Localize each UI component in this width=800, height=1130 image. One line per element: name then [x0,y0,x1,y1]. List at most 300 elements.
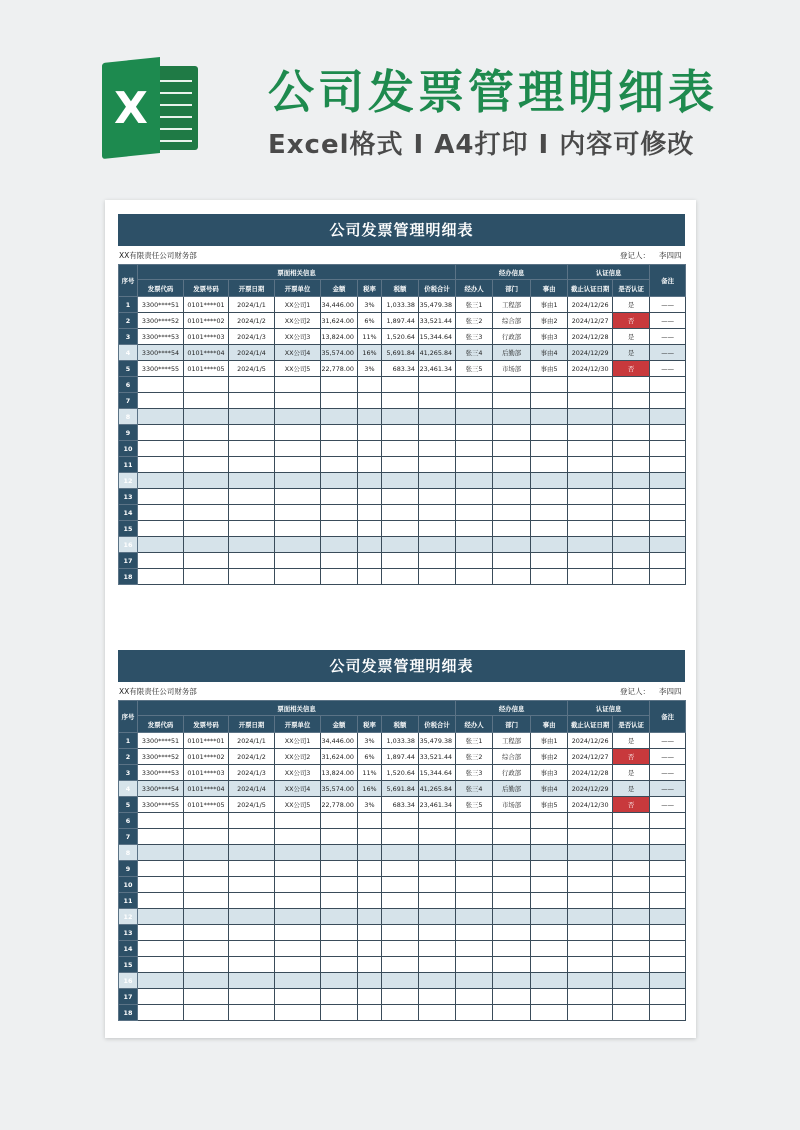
cell-unit[interactable] [275,845,321,861]
cell-person[interactable]: 张三4 [456,345,493,361]
cell-unit[interactable] [275,877,321,893]
cell-deadline[interactable] [568,909,613,925]
cell-auth[interactable] [613,457,650,473]
cell-reason[interactable] [531,425,568,441]
row-seq-cell[interactable]: 7 [119,829,138,845]
cell-tax[interactable] [382,925,419,941]
cell-date[interactable] [229,1005,275,1021]
cell-total[interactable] [419,925,456,941]
cell-auth[interactable] [613,813,650,829]
cell-unit[interactable] [275,409,321,425]
cell-person[interactable] [456,521,493,537]
cell-remark[interactable]: —— [650,345,686,361]
row-seq-cell[interactable]: 4 [119,781,138,797]
cell-rate[interactable] [358,393,382,409]
cell-amount[interactable] [321,409,358,425]
cell-deadline[interactable] [568,377,613,393]
cell-number[interactable]: 0101****04 [184,345,229,361]
cell-reason[interactable] [531,941,568,957]
cell-person[interactable]: 张三1 [456,297,493,313]
cell-date[interactable]: 2024/1/1 [229,733,275,749]
cell-tax[interactable]: 1,520.64 [382,765,419,781]
cell-reason[interactable]: 事由2 [531,749,568,765]
cell-reason[interactable]: 事由4 [531,781,568,797]
cell-tax[interactable] [382,457,419,473]
cell-person[interactable] [456,425,493,441]
cell-unit[interactable]: XX公司4 [275,781,321,797]
cell-number[interactable] [184,861,229,877]
cell-amount[interactable]: 34,446.00 [321,733,358,749]
cell-dept[interactable] [493,425,531,441]
cell-reason[interactable] [531,441,568,457]
cell-deadline[interactable]: 2024/12/27 [568,313,613,329]
cell-code[interactable]: 3300****51 [138,733,184,749]
cell-auth[interactable] [613,957,650,973]
cell-reason[interactable] [531,845,568,861]
cell-reason[interactable] [531,909,568,925]
cell-date[interactable] [229,941,275,957]
cell-person[interactable] [456,489,493,505]
cell-unit[interactable]: XX公司4 [275,345,321,361]
cell-person[interactable] [456,829,493,845]
cell-auth[interactable] [613,861,650,877]
cell-code[interactable] [138,537,184,553]
cell-deadline[interactable] [568,989,613,1005]
cell-auth[interactable]: 是 [613,733,650,749]
cell-total[interactable]: 33,521.44 [419,313,456,329]
cell-amount[interactable]: 35,574.00 [321,781,358,797]
cell-reason[interactable] [531,521,568,537]
cell-total[interactable] [419,973,456,989]
cell-person[interactable] [456,909,493,925]
cell-amount[interactable] [321,845,358,861]
cell-code[interactable] [138,489,184,505]
cell-dept[interactable]: 后勤部 [493,345,531,361]
cell-amount[interactable] [321,521,358,537]
cell-tax[interactable] [382,521,419,537]
cell-date[interactable] [229,861,275,877]
cell-dept[interactable] [493,537,531,553]
cell-number[interactable] [184,553,229,569]
cell-tax[interactable] [382,973,419,989]
cell-amount[interactable] [321,861,358,877]
cell-deadline[interactable] [568,861,613,877]
cell-reason[interactable]: 事由2 [531,313,568,329]
cell-remark[interactable] [650,845,686,861]
cell-total[interactable]: 41,265.84 [419,781,456,797]
cell-auth[interactable] [613,941,650,957]
cell-remark[interactable] [650,409,686,425]
cell-total[interactable]: 35,479.38 [419,297,456,313]
cell-code[interactable] [138,553,184,569]
cell-code[interactable] [138,441,184,457]
cell-deadline[interactable] [568,425,613,441]
cell-rate[interactable] [358,377,382,393]
cell-date[interactable] [229,553,275,569]
cell-person[interactable] [456,505,493,521]
cell-deadline[interactable] [568,813,613,829]
row-seq-cell[interactable]: 5 [119,797,138,813]
cell-date[interactable]: 2024/1/3 [229,765,275,781]
cell-dept[interactable]: 综合部 [493,749,531,765]
cell-code[interactable] [138,377,184,393]
cell-rate[interactable]: 6% [358,749,382,765]
cell-date[interactable]: 2024/1/3 [229,329,275,345]
cell-code[interactable] [138,1005,184,1021]
cell-auth[interactable]: 是 [613,297,650,313]
cell-deadline[interactable]: 2024/12/27 [568,749,613,765]
cell-amount[interactable] [321,473,358,489]
row-seq-cell[interactable]: 6 [119,377,138,393]
cell-unit[interactable] [275,973,321,989]
cell-code[interactable] [138,877,184,893]
cell-dept[interactable] [493,813,531,829]
cell-tax[interactable] [382,829,419,845]
cell-auth[interactable] [613,409,650,425]
cell-date[interactable] [229,425,275,441]
cell-total[interactable] [419,845,456,861]
cell-number[interactable] [184,813,229,829]
cell-reason[interactable] [531,973,568,989]
cell-dept[interactable] [493,409,531,425]
cell-number[interactable]: 0101****03 [184,765,229,781]
cell-reason[interactable] [531,925,568,941]
cell-remark[interactable] [650,473,686,489]
cell-dept[interactable] [493,877,531,893]
cell-reason[interactable] [531,457,568,473]
cell-date[interactable]: 2024/1/1 [229,297,275,313]
cell-remark[interactable] [650,877,686,893]
cell-auth[interactable] [613,925,650,941]
cell-auth[interactable] [613,393,650,409]
cell-reason[interactable] [531,877,568,893]
cell-rate[interactable]: 3% [358,297,382,313]
row-seq-cell[interactable]: 6 [119,813,138,829]
cell-total[interactable] [419,957,456,973]
cell-tax[interactable] [382,813,419,829]
cell-rate[interactable] [358,813,382,829]
cell-deadline[interactable] [568,957,613,973]
cell-total[interactable] [419,409,456,425]
cell-dept[interactable] [493,521,531,537]
cell-auth[interactable] [613,1005,650,1021]
cell-person[interactable] [456,569,493,585]
cell-unit[interactable]: XX公司5 [275,361,321,377]
cell-date[interactable] [229,377,275,393]
cell-total[interactable] [419,505,456,521]
cell-date[interactable] [229,877,275,893]
cell-remark[interactable] [650,973,686,989]
cell-tax[interactable] [382,441,419,457]
cell-auth[interactable]: 是 [613,329,650,345]
cell-amount[interactable] [321,973,358,989]
cell-person[interactable] [456,409,493,425]
cell-deadline[interactable] [568,457,613,473]
cell-amount[interactable] [321,569,358,585]
cell-person[interactable]: 张三2 [456,749,493,765]
cell-dept[interactable] [493,845,531,861]
cell-deadline[interactable] [568,409,613,425]
cell-deadline[interactable]: 2024/12/30 [568,361,613,377]
cell-reason[interactable]: 事由4 [531,345,568,361]
cell-auth[interactable]: 是 [613,781,650,797]
cell-remark[interactable]: —— [650,297,686,313]
cell-date[interactable]: 2024/1/5 [229,797,275,813]
cell-unit[interactable]: XX公司3 [275,329,321,345]
cell-rate[interactable] [358,909,382,925]
cell-date[interactable] [229,393,275,409]
cell-tax[interactable] [382,553,419,569]
cell-number[interactable] [184,877,229,893]
cell-remark[interactable] [650,989,686,1005]
cell-tax[interactable] [382,845,419,861]
cell-code[interactable]: 3300****53 [138,329,184,345]
cell-date[interactable] [229,813,275,829]
cell-tax[interactable] [382,425,419,441]
cell-rate[interactable] [358,521,382,537]
cell-code[interactable] [138,957,184,973]
cell-remark[interactable] [650,957,686,973]
cell-tax[interactable] [382,893,419,909]
cell-code[interactable] [138,845,184,861]
row-seq-cell[interactable]: 12 [119,909,138,925]
cell-auth[interactable] [613,425,650,441]
row-seq-cell[interactable]: 16 [119,973,138,989]
cell-rate[interactable]: 11% [358,765,382,781]
cell-rate[interactable] [358,505,382,521]
cell-rate[interactable]: 11% [358,329,382,345]
cell-tax[interactable]: 1,897.44 [382,749,419,765]
cell-unit[interactable] [275,925,321,941]
cell-person[interactable] [456,989,493,1005]
cell-person[interactable] [456,473,493,489]
cell-unit[interactable]: XX公司2 [275,313,321,329]
cell-rate[interactable] [358,973,382,989]
cell-deadline[interactable]: 2024/12/30 [568,797,613,813]
cell-code[interactable]: 3300****55 [138,797,184,813]
row-seq-cell[interactable]: 18 [119,1005,138,1021]
cell-tax[interactable] [382,505,419,521]
cell-number[interactable] [184,537,229,553]
cell-number[interactable] [184,845,229,861]
cell-number[interactable] [184,441,229,457]
cell-date[interactable]: 2024/1/4 [229,781,275,797]
cell-unit[interactable]: XX公司5 [275,797,321,813]
cell-date[interactable]: 2024/1/5 [229,361,275,377]
cell-remark[interactable]: —— [650,749,686,765]
cell-date[interactable] [229,893,275,909]
cell-reason[interactable]: 事由1 [531,733,568,749]
cell-total[interactable] [419,553,456,569]
cell-reason[interactable] [531,409,568,425]
cell-reason[interactable] [531,829,568,845]
row-seq-cell[interactable]: 16 [119,537,138,553]
cell-person[interactable] [456,377,493,393]
row-seq-cell[interactable]: 9 [119,861,138,877]
cell-amount[interactable]: 13,824.00 [321,329,358,345]
cell-deadline[interactable] [568,505,613,521]
cell-tax[interactable]: 683.34 [382,797,419,813]
cell-amount[interactable] [321,489,358,505]
cell-number[interactable] [184,957,229,973]
cell-code[interactable] [138,393,184,409]
cell-deadline[interactable] [568,941,613,957]
cell-auth[interactable] [613,877,650,893]
cell-dept[interactable] [493,973,531,989]
cell-total[interactable] [419,861,456,877]
cell-unit[interactable] [275,425,321,441]
cell-unit[interactable] [275,989,321,1005]
cell-remark[interactable] [650,377,686,393]
row-seq-cell[interactable]: 8 [119,409,138,425]
cell-total[interactable]: 23,461.34 [419,797,456,813]
cell-deadline[interactable] [568,441,613,457]
cell-amount[interactable] [321,393,358,409]
cell-total[interactable]: 35,479.38 [419,733,456,749]
row-seq-cell[interactable]: 3 [119,765,138,781]
cell-number[interactable]: 0101****01 [184,297,229,313]
cell-deadline[interactable] [568,521,613,537]
cell-remark[interactable] [650,941,686,957]
cell-code[interactable] [138,861,184,877]
cell-amount[interactable] [321,425,358,441]
cell-reason[interactable]: 事由5 [531,361,568,377]
cell-remark[interactable] [650,521,686,537]
cell-amount[interactable]: 31,624.00 [321,313,358,329]
cell-tax[interactable] [382,861,419,877]
cell-number[interactable] [184,989,229,1005]
cell-code[interactable]: 3300****51 [138,297,184,313]
cell-auth[interactable]: 否 [613,797,650,813]
cell-auth[interactable]: 是 [613,765,650,781]
cell-reason[interactable] [531,893,568,909]
cell-total[interactable]: 41,265.84 [419,345,456,361]
cell-remark[interactable] [650,489,686,505]
cell-person[interactable]: 张三3 [456,765,493,781]
cell-remark[interactable]: —— [650,329,686,345]
cell-tax[interactable] [382,957,419,973]
cell-remark[interactable] [650,393,686,409]
cell-total[interactable] [419,441,456,457]
cell-amount[interactable] [321,457,358,473]
row-seq-cell[interactable]: 11 [119,457,138,473]
cell-auth[interactable] [613,893,650,909]
cell-dept[interactable] [493,553,531,569]
cell-amount[interactable]: 35,574.00 [321,345,358,361]
cell-person[interactable] [456,941,493,957]
cell-person[interactable] [456,877,493,893]
cell-unit[interactable] [275,377,321,393]
cell-code[interactable] [138,973,184,989]
cell-deadline[interactable]: 2024/12/29 [568,781,613,797]
cell-deadline[interactable]: 2024/12/29 [568,345,613,361]
cell-amount[interactable]: 34,446.00 [321,297,358,313]
cell-number[interactable] [184,829,229,845]
cell-total[interactable] [419,377,456,393]
cell-code[interactable] [138,813,184,829]
cell-code[interactable] [138,473,184,489]
cell-date[interactable] [229,829,275,845]
cell-number[interactable]: 0101****04 [184,781,229,797]
cell-total[interactable] [419,989,456,1005]
cell-remark[interactable] [650,425,686,441]
cell-deadline[interactable] [568,473,613,489]
cell-tax[interactable] [382,877,419,893]
cell-date[interactable] [229,505,275,521]
cell-amount[interactable] [321,989,358,1005]
cell-date[interactable] [229,521,275,537]
cell-remark[interactable] [650,893,686,909]
cell-deadline[interactable]: 2024/12/28 [568,765,613,781]
cell-remark[interactable] [650,457,686,473]
cell-number[interactable] [184,457,229,473]
cell-total[interactable] [419,393,456,409]
cell-amount[interactable] [321,925,358,941]
cell-rate[interactable]: 3% [358,733,382,749]
cell-number[interactable] [184,909,229,925]
cell-rate[interactable]: 6% [358,313,382,329]
row-seq-cell[interactable]: 14 [119,941,138,957]
cell-deadline[interactable] [568,489,613,505]
cell-unit[interactable] [275,1005,321,1021]
row-seq-cell[interactable]: 2 [119,313,138,329]
cell-person[interactable]: 张三1 [456,733,493,749]
cell-code[interactable] [138,569,184,585]
cell-number[interactable] [184,569,229,585]
cell-total[interactable] [419,941,456,957]
row-seq-cell[interactable]: 17 [119,989,138,1005]
cell-date[interactable] [229,473,275,489]
cell-deadline[interactable] [568,569,613,585]
cell-deadline[interactable]: 2024/12/26 [568,733,613,749]
cell-unit[interactable] [275,489,321,505]
cell-person[interactable] [456,553,493,569]
cell-auth[interactable] [613,829,650,845]
cell-total[interactable] [419,473,456,489]
row-seq-cell[interactable]: 13 [119,489,138,505]
cell-number[interactable] [184,1005,229,1021]
cell-reason[interactable] [531,813,568,829]
cell-auth[interactable]: 否 [613,361,650,377]
cell-remark[interactable]: —— [650,361,686,377]
cell-code[interactable]: 3300****54 [138,781,184,797]
cell-remark[interactable] [650,441,686,457]
cell-rate[interactable] [358,569,382,585]
cell-number[interactable]: 0101****05 [184,797,229,813]
row-seq-cell[interactable]: 10 [119,877,138,893]
cell-person[interactable] [456,393,493,409]
cell-auth[interactable] [613,537,650,553]
cell-code[interactable] [138,521,184,537]
cell-unit[interactable] [275,393,321,409]
row-seq-cell[interactable]: 9 [119,425,138,441]
cell-reason[interactable]: 事由5 [531,797,568,813]
cell-tax[interactable] [382,909,419,925]
cell-dept[interactable]: 市场部 [493,361,531,377]
cell-person[interactable] [456,537,493,553]
cell-remark[interactable] [650,861,686,877]
cell-remark[interactable]: —— [650,765,686,781]
cell-auth[interactable] [613,569,650,585]
cell-person[interactable] [456,925,493,941]
cell-person[interactable] [456,813,493,829]
cell-unit[interactable] [275,537,321,553]
cell-total[interactable]: 33,521.44 [419,749,456,765]
cell-total[interactable] [419,1005,456,1021]
cell-remark[interactable] [650,553,686,569]
row-seq-cell[interactable]: 1 [119,297,138,313]
cell-dept[interactable] [493,957,531,973]
